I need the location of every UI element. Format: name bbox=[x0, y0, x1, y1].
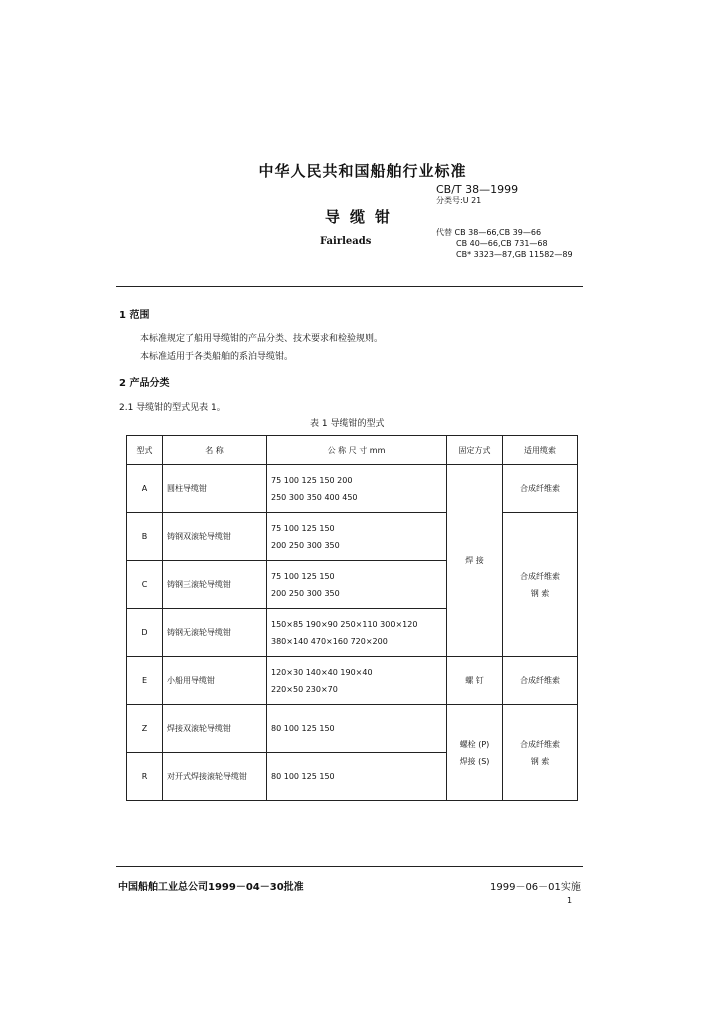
header-nominal-size: 公 称 尺 寸 mm bbox=[267, 436, 447, 465]
replaced-line: CB* 3323—87,GB 11582—89 bbox=[456, 250, 573, 259]
replaced-standards bbox=[436, 227, 573, 260]
header-fixing: 固定方式 bbox=[447, 436, 503, 465]
replaced-line: 代替 CB 38—66,CB 39—66 bbox=[436, 228, 542, 237]
table-row bbox=[127, 705, 578, 753]
type-cell: R bbox=[127, 753, 163, 801]
table-row bbox=[127, 513, 578, 561]
header-name: 名 称 bbox=[163, 436, 267, 465]
document-title: 导缆钳 bbox=[324, 208, 400, 226]
size-cell: 80 100 125 150 bbox=[267, 705, 447, 753]
cable-cell: 合成纤维索 钢 索 bbox=[503, 705, 578, 801]
table-row bbox=[127, 465, 578, 513]
page-number: 1 bbox=[567, 896, 573, 905]
header-cable: 适用缆索 bbox=[503, 436, 578, 465]
name-cell: 焊接双滚轮导缆钳 bbox=[163, 705, 267, 753]
size-cell: 120×30 140×40 190×40 220×50 230×70 bbox=[267, 657, 447, 705]
classification-number: 分类号:U 21 bbox=[436, 196, 482, 205]
fixing-cell: 螺栓 (P) 焊接 (S) bbox=[447, 705, 503, 801]
footer-divider bbox=[116, 866, 583, 867]
size-cell: 75 100 125 150 200 250 300 350 400 450 bbox=[267, 465, 447, 513]
table-header-row bbox=[127, 436, 578, 465]
table-row bbox=[127, 657, 578, 705]
name-cell: 铸钢双滚轮导缆钳 bbox=[163, 513, 267, 561]
cable-cell: 合成纤维索 bbox=[503, 465, 578, 513]
standard-code: CB/T 38—1999 bbox=[436, 183, 519, 196]
section-1-heading: 1 范围 bbox=[119, 310, 150, 321]
size-cell: 75 100 125 150 200 250 300 350 bbox=[267, 561, 447, 609]
type-cell: A bbox=[127, 465, 163, 513]
name-cell: 圆柱导缆钳 bbox=[163, 465, 267, 513]
cable-cell: 合成纤维索 bbox=[503, 657, 578, 705]
table-caption: 表 1 导缆钳的型式 bbox=[310, 419, 385, 429]
approval-date: 中国船舶工业总公司1999－04－30批准 bbox=[118, 882, 304, 893]
cable-cell: 合成纤维索 钢 索 bbox=[503, 513, 578, 657]
name-cell: 铸钢三滚轮导缆钳 bbox=[163, 561, 267, 609]
fixing-cell: 焊 接 bbox=[447, 465, 503, 657]
section-2-heading: 2 产品分类 bbox=[119, 378, 170, 389]
size-cell: 75 100 125 150 200 250 300 350 bbox=[267, 513, 447, 561]
type-cell: C bbox=[127, 561, 163, 609]
issuing-organization: 中华人民共和国船舶行业标准 bbox=[258, 162, 467, 180]
header-divider bbox=[116, 286, 583, 287]
english-title: Fairleads bbox=[320, 236, 372, 247]
type-cell: D bbox=[127, 609, 163, 657]
section-2-1-text: 2.1 导缆钳的型式见表 1。 bbox=[119, 403, 226, 413]
header-type: 型式 bbox=[127, 436, 163, 465]
name-cell: 对开式焊接滚轮导缆钳 bbox=[163, 753, 267, 801]
size-cell: 80 100 125 150 bbox=[267, 753, 447, 801]
effective-date: 1999－06－01实施 bbox=[490, 882, 581, 893]
section-1-paragraph: 本标准规定了船用导缆钳的产品分类、技术要求和检验规则。 bbox=[140, 334, 384, 344]
type-cell: Z bbox=[127, 705, 163, 753]
type-cell: B bbox=[127, 513, 163, 561]
name-cell: 小船用导缆钳 bbox=[163, 657, 267, 705]
replaced-line: CB 40—66,CB 731—68 bbox=[456, 239, 548, 248]
fairlead-types-table bbox=[126, 435, 578, 801]
name-cell: 铸钢无滚轮导缆钳 bbox=[163, 609, 267, 657]
size-cell: 150×85 190×90 250×110 300×120 380×140 470×160 720×200 bbox=[267, 609, 447, 657]
fixing-cell: 螺 钉 bbox=[447, 657, 503, 705]
type-cell: E bbox=[127, 657, 163, 705]
section-1-paragraph: 本标准适用于各类船舶的系泊导缆钳。 bbox=[140, 352, 294, 362]
